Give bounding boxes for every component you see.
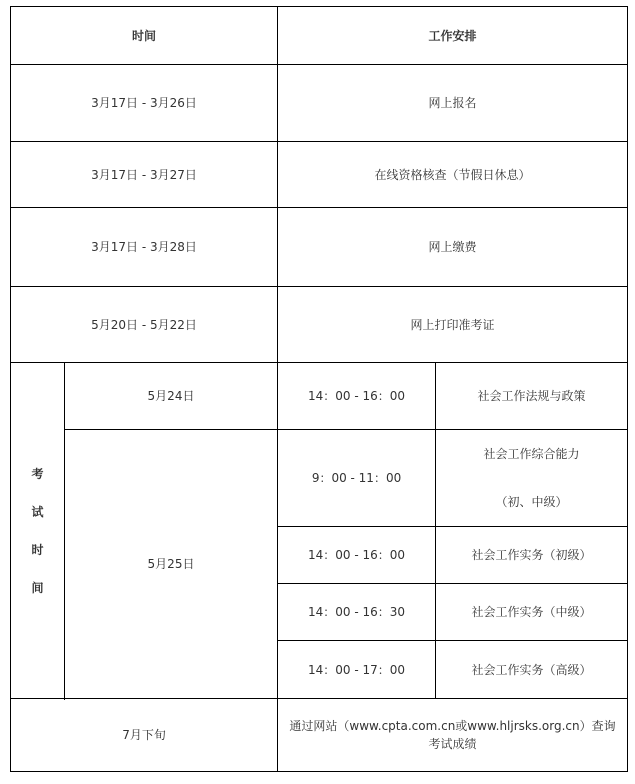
row-date: 3月17日 - 3月27日 <box>11 142 278 208</box>
exam-session-subject: 社会工作实务（中级） <box>436 584 628 641</box>
table-row <box>11 65 628 142</box>
exam-label-char: 时 <box>31 542 44 557</box>
exam-session-subject: 社会工作实务（初级） <box>436 527 628 584</box>
row-date: 3月17日 - 3月28日 <box>11 208 278 287</box>
result-row <box>11 699 628 772</box>
header-row <box>11 7 628 65</box>
row-date: 3月17日 - 3月26日 <box>11 65 278 142</box>
exam-label-char: 间 <box>31 580 44 595</box>
exam-date: 5月24日 <box>65 363 278 430</box>
table-row <box>11 142 628 208</box>
result-text: 通过网站（www.cpta.com.cn或www.hljrsks.org.cn）查询考试成绩 <box>278 699 628 772</box>
exam-session-time: 14：00 - 16：30 <box>278 584 436 641</box>
table-row <box>11 287 628 363</box>
exam-label-char: 考 <box>31 466 44 481</box>
exam-session-time: 9：00 - 11：00 <box>278 430 436 527</box>
row-task: 在线资格核查（节假日休息） <box>278 142 628 208</box>
row-task: 网上缴费 <box>278 208 628 287</box>
exam-session-time: 14：00 - 16：00 <box>278 527 436 584</box>
exam-date: 5月25日 <box>65 430 278 699</box>
exam-session-subject: 社会工作法规与政策 <box>436 363 628 430</box>
exam-session-time: 14：00 - 16：00 <box>278 363 436 430</box>
exam-schedule-table <box>10 6 628 772</box>
exam-time-label <box>11 363 65 699</box>
result-date: 7月下旬 <box>11 699 278 772</box>
exam-row <box>11 363 628 430</box>
exam-session-subject <box>436 430 628 527</box>
header-work: 工作安排 <box>278 7 628 65</box>
row-task: 网上打印准考证 <box>278 287 628 363</box>
table-row <box>11 208 628 287</box>
exam-row <box>11 430 628 527</box>
row-task: 网上报名 <box>278 65 628 142</box>
header-time: 时间 <box>11 7 278 65</box>
subject-line: 社会工作综合能力 <box>483 447 580 461</box>
row-date: 5月20日 - 5月22日 <box>11 287 278 363</box>
exam-session-subject: 社会工作实务（高级） <box>436 641 628 699</box>
subject-line: （初、中级） <box>495 495 568 509</box>
exam-session-time: 14：00 - 17：00 <box>278 641 436 699</box>
exam-label-char: 试 <box>31 504 44 519</box>
